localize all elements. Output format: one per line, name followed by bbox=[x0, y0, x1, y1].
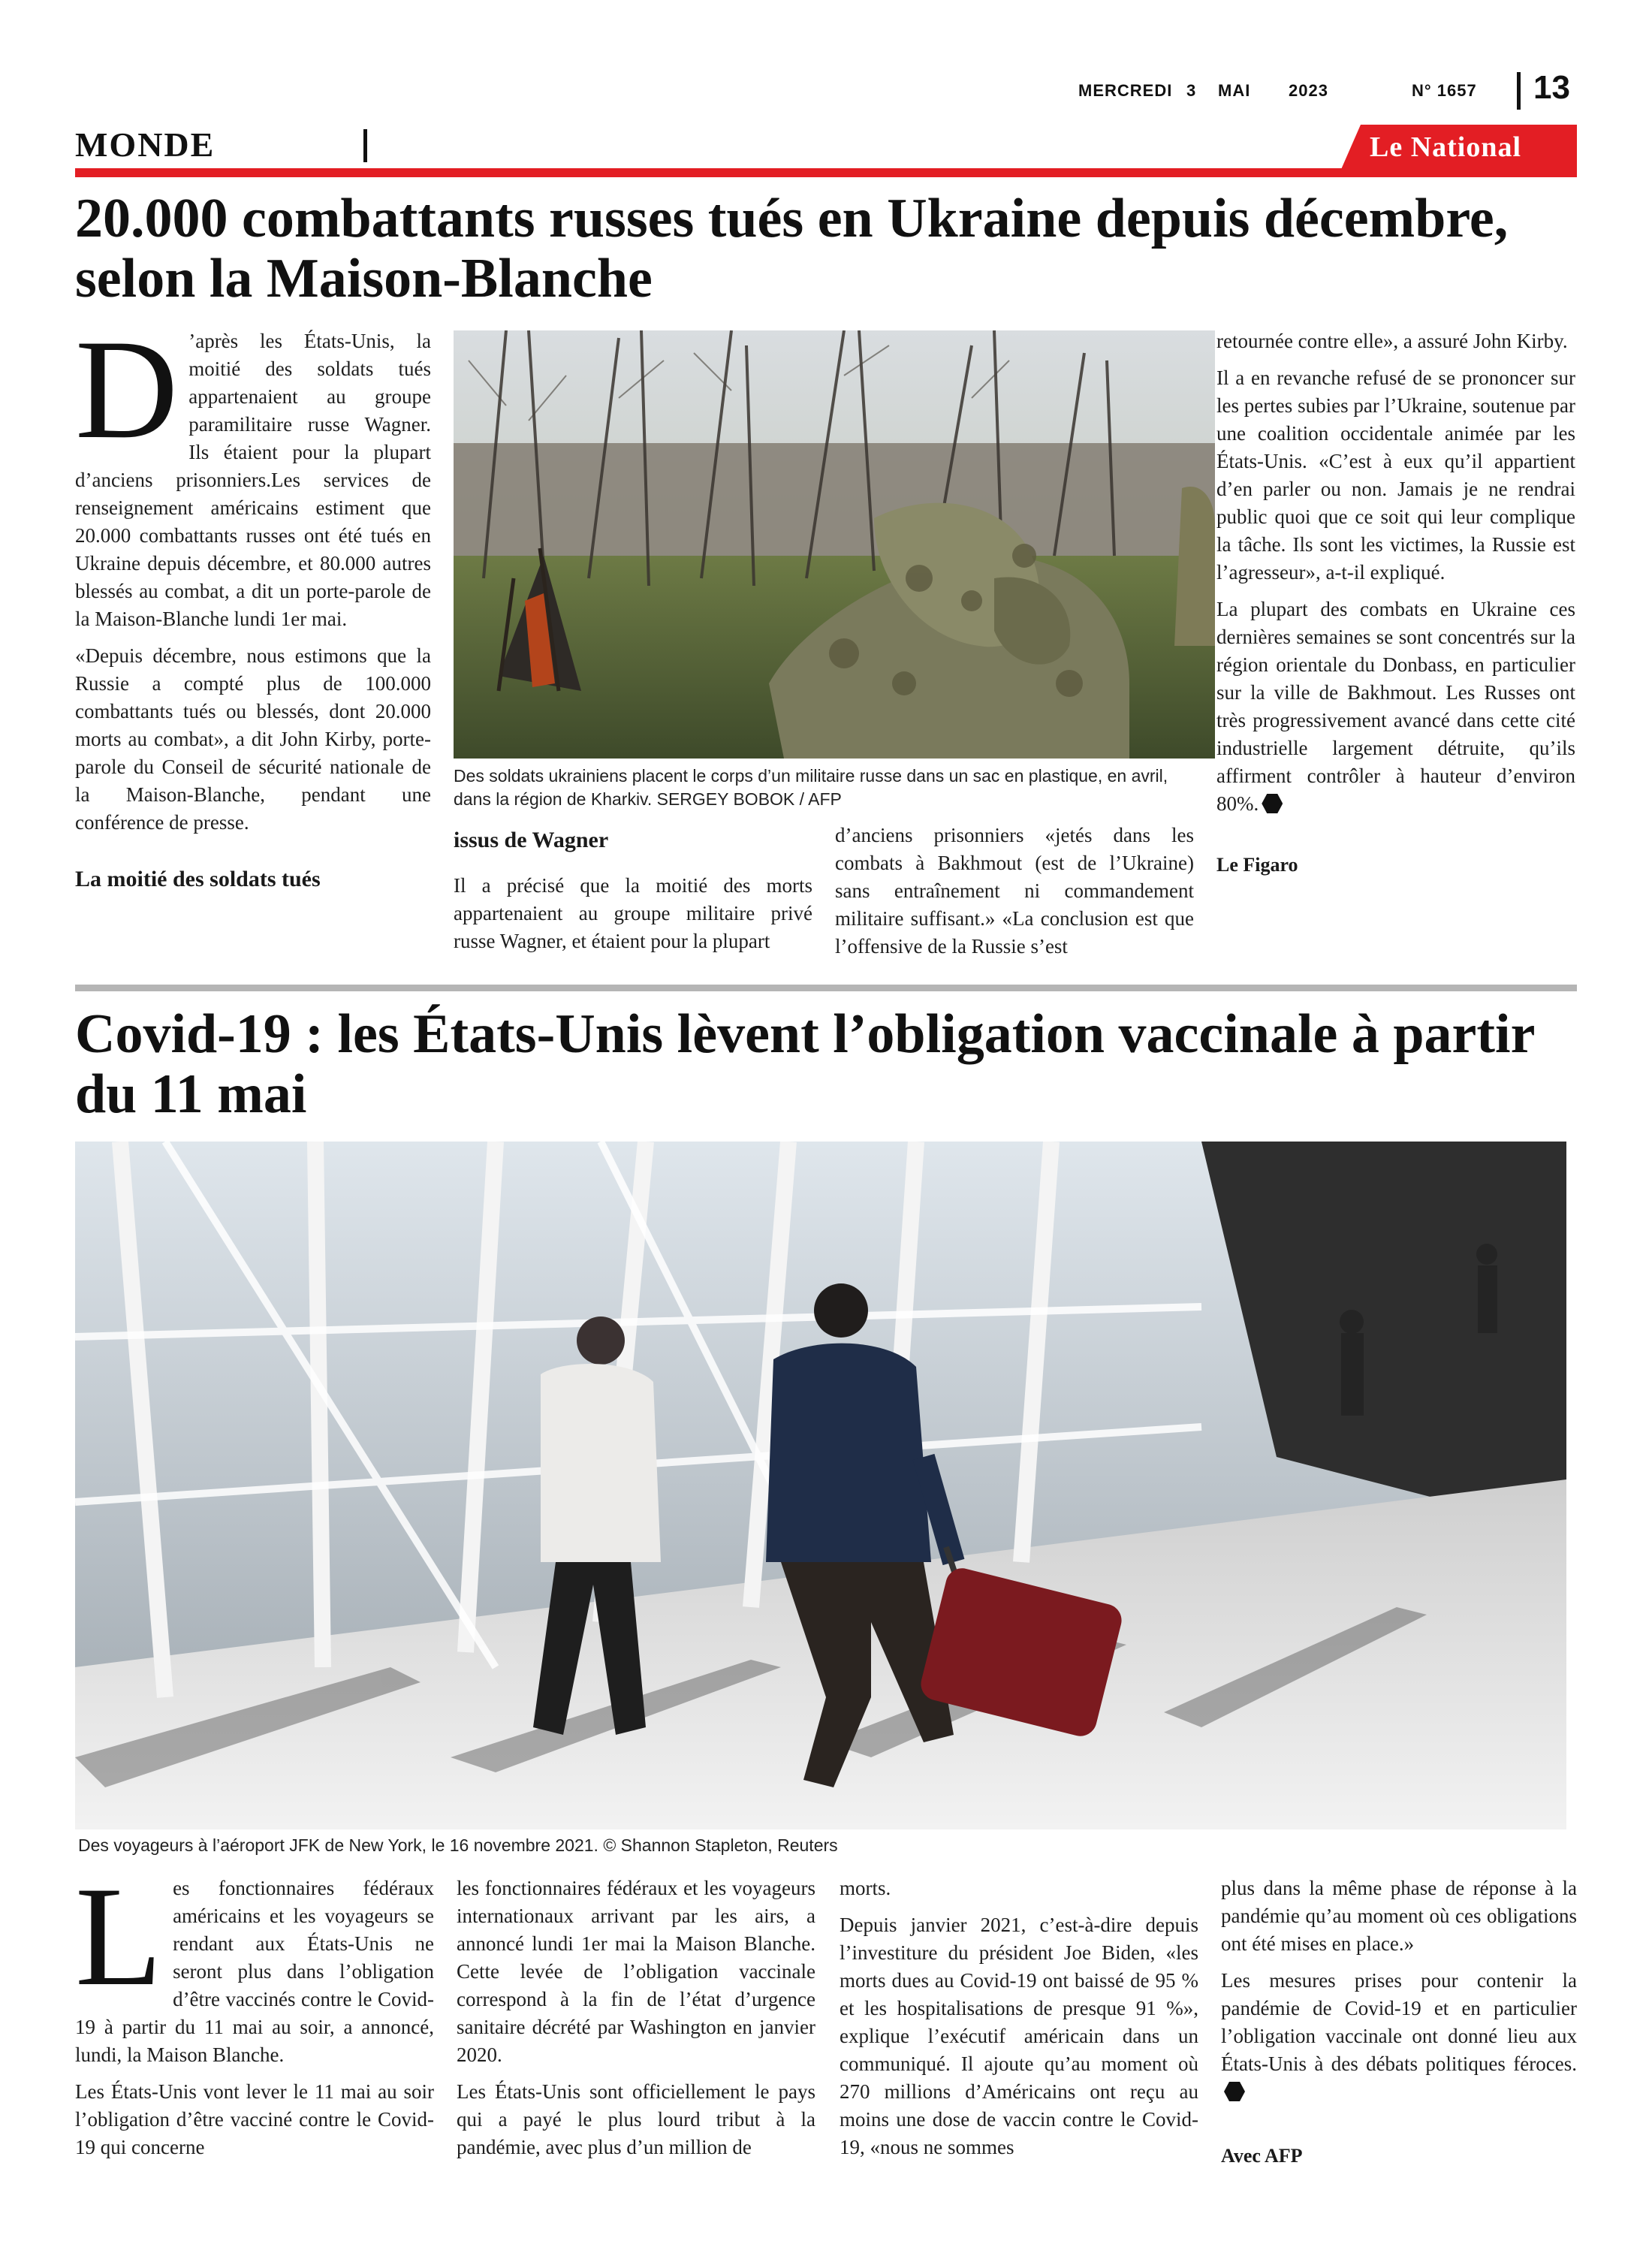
article2-paragraph: les fonctionnaires fédéraux et les voyageurs internationaux arrivant par les airs, a annoncé lundi 1er mai la Maison Blanche. Cette levée de l’obligation vaccinale correspond à la fin de l’état d’urgence sanitaire décrété par Washington en janvier 2020. bbox=[457, 1877, 815, 2066]
article1-paragraph: Il a en revanche refusé de se prononcer sur les pertes subies par l’Ukraine, soutenue par une coalition occidentale animée par les États-Unis. «C’est à eux qu’il appartient d’en parler ou non. Jamais je ne rendrai public quoi que ce soit qui leur complique la tâche. Ils sont les victimes, la Russie est l’agresseur», a-t-il expliqué. bbox=[1216, 366, 1575, 584]
article2-headline: Covid-19 : les États-Unis lèvent l’obligation vaccinale à partir du 11 mai bbox=[75, 1003, 1535, 1125]
issue-number: N° 1657 bbox=[1412, 81, 1477, 100]
article1-lead-paragraph bbox=[75, 311, 431, 633]
article2-column-4 bbox=[1221, 1874, 1577, 2170]
header-day: MERCREDI bbox=[1078, 81, 1173, 100]
article1-dropcap: D bbox=[75, 311, 179, 469]
article1-photo bbox=[454, 330, 1215, 759]
end-of-article-icon bbox=[1262, 794, 1283, 813]
article1-source-credit: Le Figaro bbox=[1216, 854, 1298, 876]
airport-photo-illustration bbox=[75, 1142, 1566, 1829]
article1-column-2 bbox=[454, 826, 812, 964]
end-of-article-icon bbox=[1224, 2082, 1245, 2101]
header-year: 2023 bbox=[1289, 81, 1328, 100]
article2-dropcap: L bbox=[75, 1858, 163, 2016]
article1-paragraph: d’anciens prisonniers «jetés dans les combats à Bakhmout (est de l’Ukraine) sans entraînement ni commandement militaire suffisant.» «La conclusion est que l’offensive de la Russie s’est bbox=[835, 824, 1194, 958]
header-separator bbox=[1517, 72, 1521, 110]
article1-paragraph: Il a précisé que la moitié des morts appartenaient au groupe militaire privé russe Wagner, et étaient pour la plupart bbox=[454, 874, 812, 952]
article1-subhead-continued: issus de Wagner bbox=[454, 828, 609, 852]
article2-final-text: Les mesures prises pour contenir la pandémie de Covid-19 et en particulier l’obligation vaccinale ont donné lieu aux États-Unis à des débats politiques féroces. bbox=[1221, 1969, 1577, 2075]
article2-paragraph: Depuis janvier 2021, c’est-à-dire depuis l’investiture du président Joe Biden, «les morts dues au Covid-19 ont baissé de 95 % et les hospitalisations de presque 91 %», explique l’exécutif américain dans un communiqué. Il ajoute qu’au moment où 270 millions d’Américains ont reçu au moins une dose de vaccin contre le Covid-19, «nous ne sommes bbox=[840, 1914, 1198, 2158]
article1-paragraph: «Depuis décembre, nous estimons que la Russie a compté plus de 100.000 combattants tués ou blessés, dont 20.000 morts au combat», a dit John Kirby, porte-parole du Conseil de sécurité nationale de la Maison-Blanche, pendant une conférence de presse. bbox=[75, 644, 431, 834]
article2-photo bbox=[75, 1142, 1566, 1829]
article2-column-2 bbox=[457, 1874, 815, 2170]
article1-subhead: La moitié des soldats tués bbox=[75, 867, 321, 891]
article1-paragraph bbox=[1216, 596, 1575, 818]
article-divider bbox=[75, 985, 1577, 991]
article1-lead-text: ’après les États-Unis, la moitié des soldats tués appartenaient au groupe paramilitaire russe Wagner. Ils étaient pour la plupart d’anciens prisonniers.Les services de renseignement américains estiment que 20.000 combattants russes ont été tués en Ukraine depuis décembre, et 80.000 autres blessés au combat, a dit un porte-parole de la Maison-Blanche lundi 1er mai. bbox=[75, 330, 431, 630]
article2-photo-caption: Des voyageurs à l’aéroport JFK de New York, le 16 novembre 2021. © Shannon Stapleton, Reuters bbox=[78, 1835, 838, 1855]
article2-source-credit: Avec AFP bbox=[1221, 2145, 1303, 2167]
article2-paragraph bbox=[1221, 1967, 1577, 2106]
article2-paragraph: plus dans la même phase de réponse à la pandémie qu’au moment où ces obligations ont été mises en place.» bbox=[1221, 1877, 1577, 1955]
soldiers-photo-illustration bbox=[454, 330, 1215, 759]
section-title: MONDE bbox=[75, 125, 216, 164]
article2-paragraph: Les États-Unis vont lever le 11 mai au soir l’obligation d’être vacciné contre le Covid-19 qui concerne bbox=[75, 2080, 434, 2158]
article2-paragraph: Les États-Unis sont officiellement le pays qui a payé le plus lourd tribut à la pandémie, avec plus d’un million de bbox=[457, 2080, 815, 2158]
article2-column-1 bbox=[75, 1858, 434, 2170]
brand-name: Le National bbox=[1370, 131, 1522, 163]
page-number: 13 bbox=[1533, 69, 1570, 106]
section-separator bbox=[363, 129, 367, 162]
article2-paragraph: morts. bbox=[840, 1877, 891, 1899]
article1-column-4 bbox=[1216, 327, 1575, 879]
article2-lead-paragraph bbox=[75, 1858, 434, 2069]
article1-column-3 bbox=[835, 822, 1194, 970]
article1-final-text: La plupart des combats en Ukraine ces dernières semaines se sont concentrés sur la région orientale du Donbass, en particulier sur la ville de Bakhmout. Les Russes ont très progressivement avancé dans cette cité industrielle largement détruite, qu’ils affirment contrôler à hauteur d’environ 80%. bbox=[1216, 598, 1575, 815]
header-date: 3 bbox=[1186, 81, 1197, 100]
article1-photo-caption: Des soldats ukrainiens placent le corps d’un militaire russe dans un sac en plastique, en avril, dans la région de Kharkiv. SERGEY BOBOK / AFP bbox=[454, 766, 1168, 809]
article2-lead-text: es fonctionnaires fédéraux américains et les voyageurs se rendant aux États-Unis ne seront plus dans l’obligation d’être vaccinés contre le Covid-19 à partir du 11 mai au soir, a annoncé, lundi, la Maison Blanche. bbox=[75, 1877, 434, 2066]
header-month: MAI bbox=[1218, 81, 1251, 100]
article1-headline: 20.000 combattants russes tués en Ukraine depuis décembre, selon la Maison-Blanche bbox=[75, 188, 1509, 309]
article1-column-1 bbox=[75, 311, 431, 893]
article2-column-3 bbox=[840, 1874, 1198, 2170]
article1-paragraph: retournée contre elle», a assuré John Kirby. bbox=[1216, 330, 1568, 352]
